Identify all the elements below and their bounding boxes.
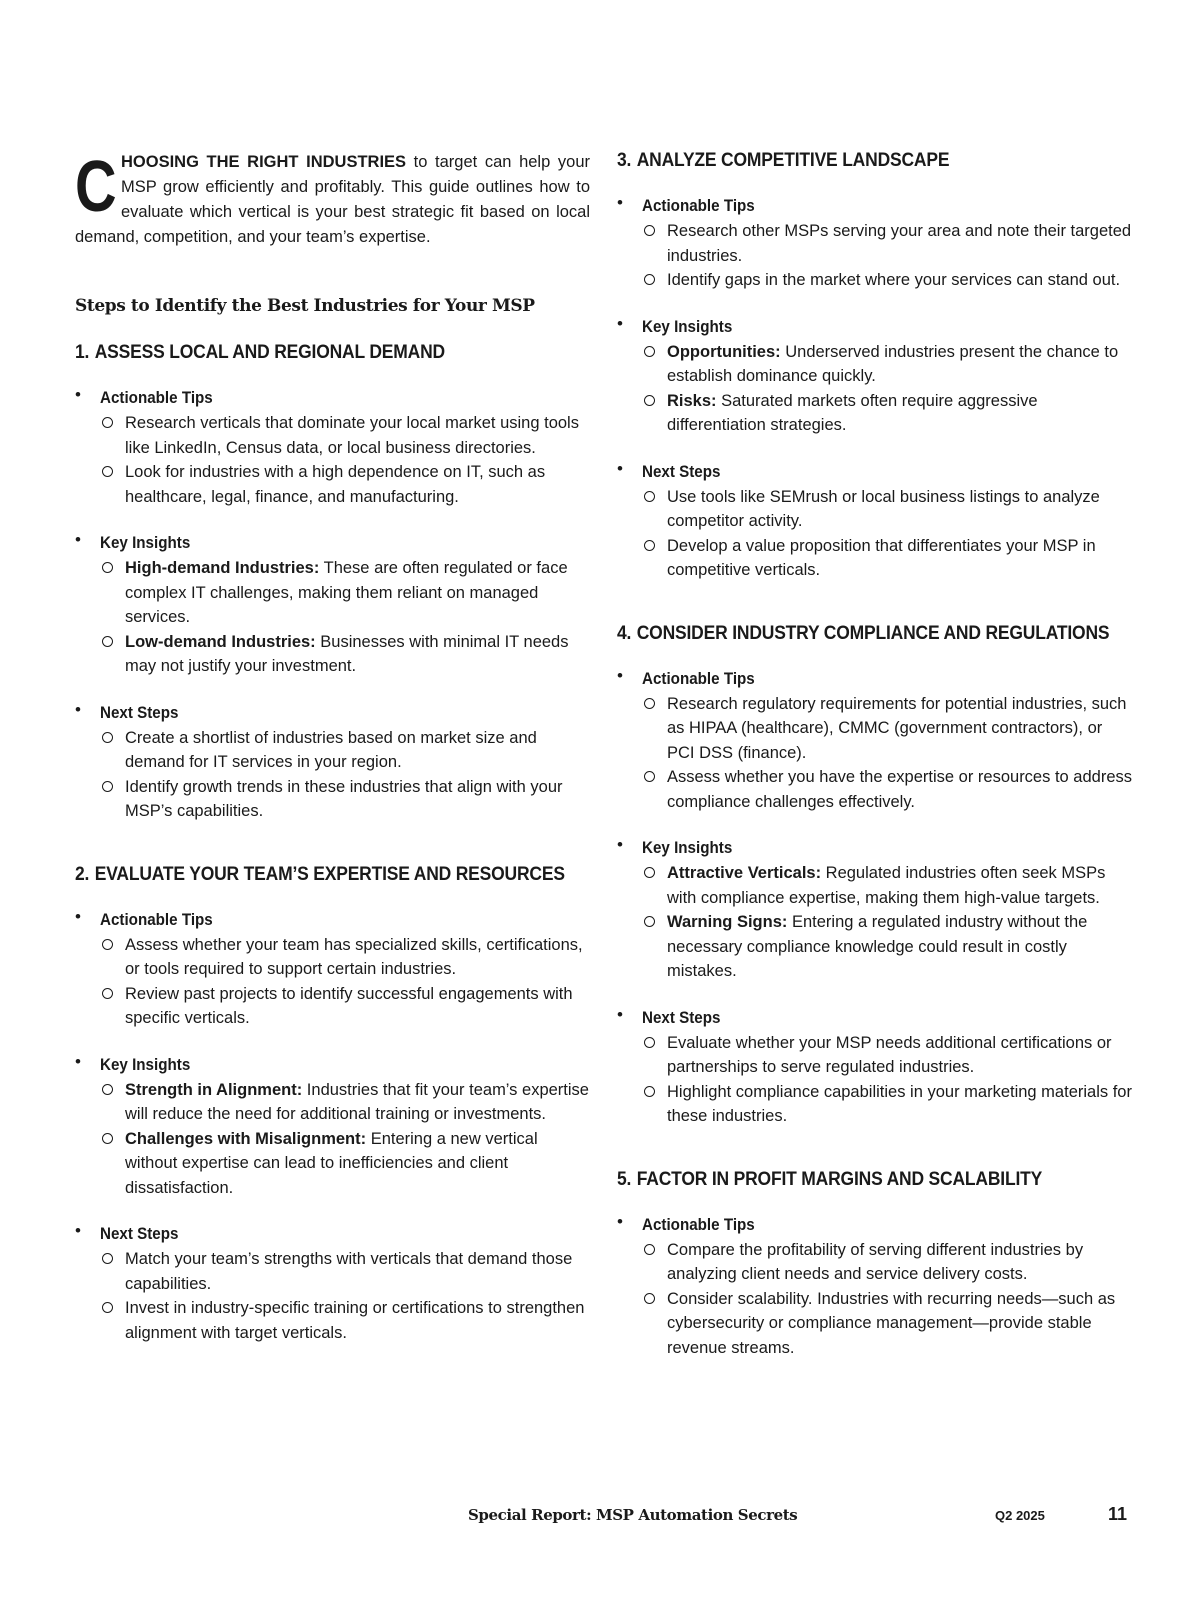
circle-bullet-icon — [644, 274, 655, 285]
list-item — [100, 1078, 590, 1127]
item-text: Research regulatory requirements for potential industries, such as HIPAA (healthcare), CMMC (government contractors), or PCI DSS (finance). — [667, 694, 1127, 762]
section-2 — [75, 864, 590, 1346]
item-text: Review past projects to identify successful engagements with specific verticals. — [125, 984, 573, 1027]
item-text: Research verticals that dominate your local market using tools like LinkedIn, Census data, or local business directories. — [125, 414, 579, 457]
group-label: Actionable Tips — [642, 669, 755, 688]
intro-lead: HOOSING THE RIGHT INDUSTRIES — [121, 153, 407, 171]
circle-bullet-icon — [644, 867, 655, 878]
item-text: Create a shortlist of industries based on market size and demand for IT services in your region. — [125, 728, 537, 771]
list-item — [642, 1031, 1132, 1080]
section-title — [75, 863, 565, 886]
item-list — [642, 340, 1132, 438]
list-item — [642, 340, 1132, 389]
item-text: Develop a value proposition that differentiates your MSP in competitive verticals. — [667, 536, 1096, 579]
section-number: 5. — [617, 1168, 632, 1190]
list-item — [100, 726, 590, 775]
bullet-group — [617, 1213, 1132, 1361]
bullet-group — [75, 701, 590, 824]
circle-bullet-icon — [102, 417, 113, 428]
item-list — [100, 726, 590, 824]
group-label: Next Steps — [100, 703, 179, 722]
item-text: Evaluate whether your MSP needs additional certifications or partnerships to serve regulated industries. — [667, 1033, 1112, 1076]
group-label: Next Steps — [642, 1008, 721, 1027]
steps-heading: Steps to Identify the Best Industries for Your MSP — [75, 296, 535, 316]
item-list — [642, 1031, 1132, 1129]
circle-bullet-icon — [102, 1133, 113, 1144]
group-label: Key Insights — [100, 534, 191, 552]
section-title-text: ANALYZE COMPETITIVE LANDSCAPE — [636, 150, 950, 171]
page-footer — [0, 1506, 1200, 1530]
item-list — [642, 485, 1132, 583]
circle-bullet-icon — [102, 988, 113, 999]
item-text: Match your team’s strengths with verticals that demand those capabilities. — [125, 1250, 573, 1293]
item-list — [642, 1238, 1132, 1361]
list-item — [642, 1238, 1132, 1287]
item-list — [642, 692, 1132, 815]
item-text: Assess whether you have the expertise or resources to address compliance challenges effectively. — [667, 768, 1132, 811]
circle-bullet-icon — [102, 732, 113, 743]
right-column — [617, 150, 1132, 1360]
circle-bullet-icon — [644, 540, 655, 551]
item-lead: Challenges with Misalignment: — [125, 1129, 367, 1148]
section-title — [617, 622, 1110, 645]
circle-bullet-icon — [102, 939, 113, 950]
group-label: Actionable Tips — [100, 389, 213, 407]
item-text: Use tools like SEMrush or local business listings to analyze competitor activity. — [667, 487, 1100, 530]
section-1 — [75, 342, 590, 824]
list-item — [642, 219, 1132, 268]
item-text: Regulated industries often seek MSPs with compliance expertise, making them high-value targets. — [667, 864, 1106, 907]
circle-bullet-icon — [102, 1253, 113, 1264]
section-title-text: EVALUATE YOUR TEAM’S EXPERTISE AND RESOURCES — [94, 863, 565, 885]
bullet-group — [75, 908, 590, 1031]
item-list — [100, 1247, 590, 1345]
section-title-text: ASSESS LOCAL AND REGIONAL DEMAND — [94, 342, 445, 363]
list-item — [642, 765, 1132, 814]
bullet-group — [617, 1006, 1132, 1129]
circle-bullet-icon — [102, 562, 113, 573]
section-title — [617, 150, 1091, 172]
item-text: Compare the profitability of serving different industries by analyzing client needs and service delivery costs. — [667, 1240, 1084, 1283]
section-number: 1. — [75, 342, 90, 363]
section-3 — [617, 150, 1132, 583]
item-text: Saturated markets often require aggressive differentiation strategies. — [667, 391, 1038, 434]
circle-bullet-icon — [644, 346, 655, 357]
bullet-group — [75, 1053, 590, 1201]
section-number: 3. — [617, 150, 632, 171]
circle-bullet-icon — [644, 395, 655, 406]
circle-bullet-icon — [102, 636, 113, 647]
item-text: Look for industries with a high dependence on IT, such as healthcare, legal, finance, and manufacturing. — [125, 463, 546, 506]
bullet-group — [617, 194, 1132, 293]
item-text: Entering a new vertical without expertise can lead to inefficiencies and client dissatisfaction. — [125, 1129, 538, 1197]
list-item — [642, 1080, 1132, 1129]
list-item — [642, 861, 1132, 910]
circle-bullet-icon — [644, 698, 655, 709]
list-item — [100, 411, 590, 460]
circle-bullet-icon — [644, 225, 655, 236]
circle-bullet-icon — [102, 1302, 113, 1313]
item-text: These are often regulated or face complex IT challenges, making them reliant on managed services. — [125, 559, 568, 626]
intro-paragraph — [75, 147, 590, 250]
list-item — [642, 692, 1132, 766]
section-number: 4. — [617, 622, 632, 644]
bullet-group — [617, 460, 1132, 583]
list-item — [642, 1287, 1132, 1361]
item-lead: Strength in Alignment: — [125, 1080, 303, 1099]
circle-bullet-icon — [644, 1037, 655, 1048]
drop-cap: C — [75, 147, 117, 227]
circle-bullet-icon — [102, 1084, 113, 1095]
item-text: Businesses with minimal IT needs may not justify your investment. — [125, 632, 569, 675]
list-item — [100, 556, 590, 630]
list-item — [100, 460, 590, 509]
circle-bullet-icon — [644, 1293, 655, 1304]
list-item — [642, 268, 1132, 293]
group-label: Actionable Tips — [100, 910, 213, 929]
section-4 — [617, 623, 1132, 1129]
item-list — [100, 411, 590, 509]
circle-bullet-icon — [644, 1244, 655, 1255]
item-text: Highlight compliance capabilities in your marketing materials for these industries. — [667, 1082, 1132, 1125]
section-title — [617, 1169, 1091, 1191]
item-text: Identify growth trends in these industries that align with your MSP’s capabilities. — [125, 777, 563, 820]
left-column — [75, 147, 590, 1345]
circle-bullet-icon — [102, 466, 113, 477]
bullet-group — [617, 836, 1132, 984]
section-title — [75, 342, 549, 364]
list-item — [100, 933, 590, 982]
circle-bullet-icon — [102, 781, 113, 792]
intro-text: to target can help your MSP grow efficiently and profitably. This guide outlines how to evaluate which vertical is your best strategic fit based on local demand, competition, and your team’s expertise. — [75, 153, 590, 246]
item-lead: Warning Signs: — [667, 913, 788, 931]
circle-bullet-icon — [644, 491, 655, 502]
bullet-group — [75, 531, 590, 679]
group-label: Actionable Tips — [642, 1215, 755, 1234]
item-list — [100, 1078, 590, 1201]
item-list — [642, 861, 1132, 984]
item-text: Underserved industries present the chance to establish dominance quickly. — [667, 342, 1119, 385]
list-item — [642, 534, 1132, 583]
list-item — [100, 630, 590, 679]
section-title-text: CONSIDER INDUSTRY COMPLIANCE AND REGULATIONS — [636, 622, 1110, 644]
item-text: Industries that fit your team’s expertise will reduce the need for additional training or investments. — [125, 1080, 589, 1123]
item-text: Consider scalability. Industries with recurring needs—such as cybersecurity or compliance management—provide stable revenue streams. — [667, 1289, 1116, 1357]
group-label: Actionable Tips — [642, 197, 755, 215]
item-text: Research other MSPs serving your area and note their targeted industries. — [667, 222, 1132, 265]
item-text: Assess whether your team has specialized skills, certifications, or tools required to support certain industries. — [125, 935, 583, 978]
group-label: Next Steps — [642, 462, 721, 481]
group-label: Key Insights — [642, 839, 733, 857]
circle-bullet-icon — [644, 916, 655, 927]
item-list — [642, 219, 1132, 293]
section-5 — [617, 1169, 1132, 1361]
item-lead: Risks: — [667, 391, 717, 410]
item-list — [100, 556, 590, 679]
page-number: 11 — [1108, 1504, 1128, 1524]
section-number: 2. — [75, 863, 90, 885]
list-item — [100, 1127, 590, 1201]
section-title-text: FACTOR IN PROFIT MARGINS AND SCALABILITY — [636, 1168, 1043, 1190]
bullet-group — [75, 386, 590, 509]
group-label: Key Insights — [100, 1055, 191, 1074]
circle-bullet-icon — [644, 1086, 655, 1097]
list-item — [642, 485, 1132, 534]
circle-bullet-icon — [644, 771, 655, 782]
item-text: Identify gaps in the market where your services can stand out. — [667, 271, 1121, 289]
item-lead: Opportunities: — [667, 342, 781, 361]
item-list — [100, 933, 590, 1031]
list-item — [100, 1296, 590, 1345]
item-lead: Attractive Verticals: — [667, 864, 822, 882]
bullet-group — [617, 667, 1132, 815]
item-lead: High-demand Industries: — [125, 559, 320, 577]
item-text: Invest in industry-specific training or certifications to strengthen alignment with target verticals. — [125, 1299, 585, 1342]
footer-issue: Q2 2025 — [995, 1508, 1045, 1523]
footer-report-title: Special Report: MSP Automation Secrets — [468, 1506, 798, 1524]
group-label: Next Steps — [100, 1225, 179, 1243]
list-item — [100, 775, 590, 824]
list-item — [642, 910, 1132, 984]
list-item — [100, 1247, 590, 1296]
bullet-group — [75, 1222, 590, 1345]
bullet-group — [617, 315, 1132, 438]
item-text: Entering a regulated industry without the necessary compliance knowledge could result in costly mistakes. — [667, 913, 1088, 980]
list-item — [642, 389, 1132, 438]
list-item — [100, 982, 590, 1031]
group-label: Key Insights — [642, 317, 733, 336]
item-lead: Low-demand Industries: — [125, 632, 316, 651]
